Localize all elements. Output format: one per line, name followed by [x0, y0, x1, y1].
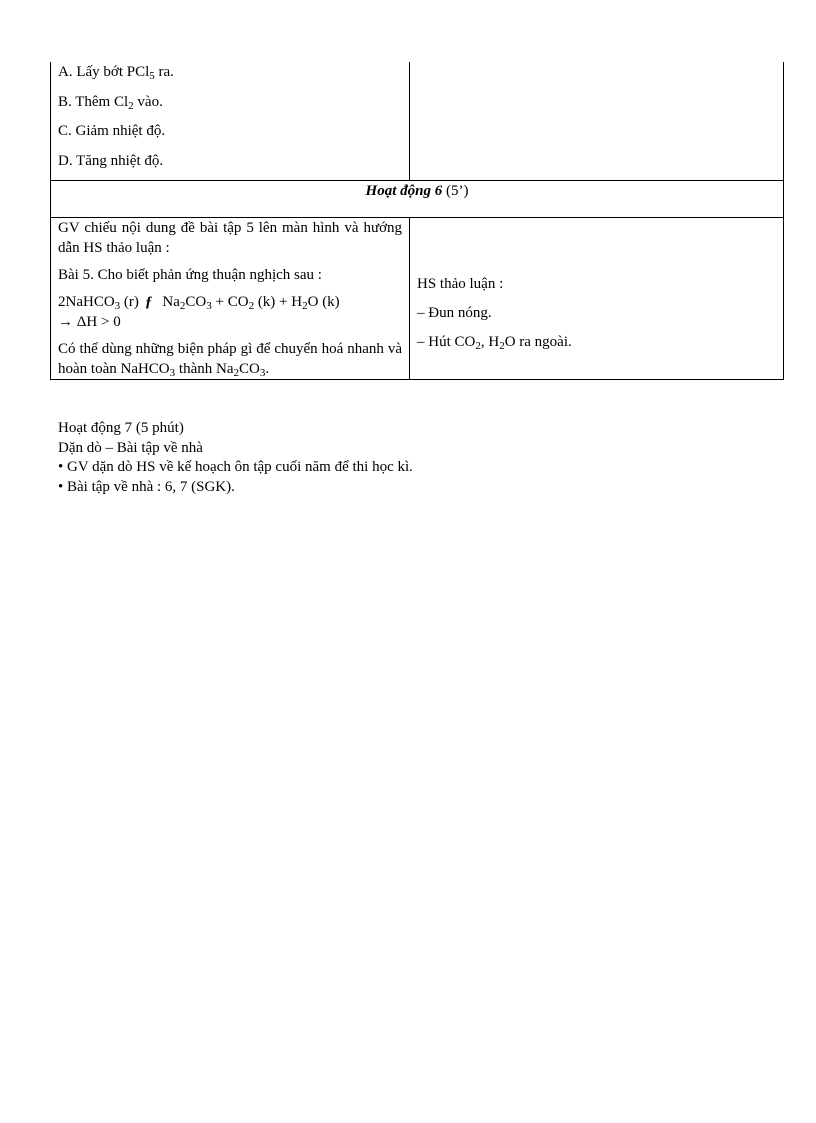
option-d: D. Tăng nhiệt độ.: [58, 152, 164, 169]
activity6-duration: (5’): [442, 183, 469, 199]
student-cell: [410, 218, 784, 380]
student-answer-remove-gas: – Hút $CO_2$, $H_2O$ ra ngoài.: [417, 334, 572, 352]
homework-item: • GV dặn dò HS về kế hoạch ôn tập cuối năm để thi học kì.: [58, 459, 413, 475]
student-answer-heat: – Đun nóng.: [417, 305, 492, 321]
activity7-section: [58, 419, 413, 497]
homework-item: • Bài tập về nhà : 6, 7 (SGK).: [58, 478, 235, 495]
option-b: B. Thêm $Cl_2$ vào.: [58, 93, 163, 112]
question-options-row: [51, 62, 784, 181]
exercise-question: Có thể dùng những biện pháp gì để chuyển hoá nhanh và hoàn toàn NaHCO$_3$ thành $Na_2CO_3$.: [58, 341, 402, 379]
activity7-title: Hoạt động 7 (5 phút): [58, 420, 184, 436]
student-discuss: HS thảo luận :: [417, 276, 504, 292]
exercise-statement: Bài 5. Cho biết phản ứng thuận nghịch sau :: [58, 267, 322, 283]
options-cell: [51, 62, 410, 181]
activity6-heading-row: [51, 181, 784, 218]
activity7-subtitle: Dặn dò – Bài tập về nhà: [58, 439, 203, 456]
option-c: C. Giảm nhiệt độ.: [58, 123, 166, 139]
lesson-table: [50, 62, 784, 380]
empty-student-cell: [410, 62, 784, 181]
enthalpy-note: → ΔH > 0: [58, 314, 121, 330]
teacher-intro: GV chiếu nội dung đề bài tập 5 lên màn hình và hướng dẫn HS thảo luận :: [58, 220, 402, 256]
equilibrium-arrow: ƒ: [144, 294, 153, 310]
teacher-cell: [51, 218, 410, 380]
activity6-heading: [51, 181, 784, 218]
option-a: A. Lấy bớt PCl$_5$ ra.: [58, 64, 174, 82]
activity6-body-row: [51, 218, 784, 380]
activity6-title: Hoạt động 6: [365, 183, 443, 199]
reaction-equation: 2NaHCO$_3$ (r) ƒ $Na_2CO_3 + CO_2$ $(k) + H_2O$ (k) → ΔH > 0: [58, 294, 340, 330]
